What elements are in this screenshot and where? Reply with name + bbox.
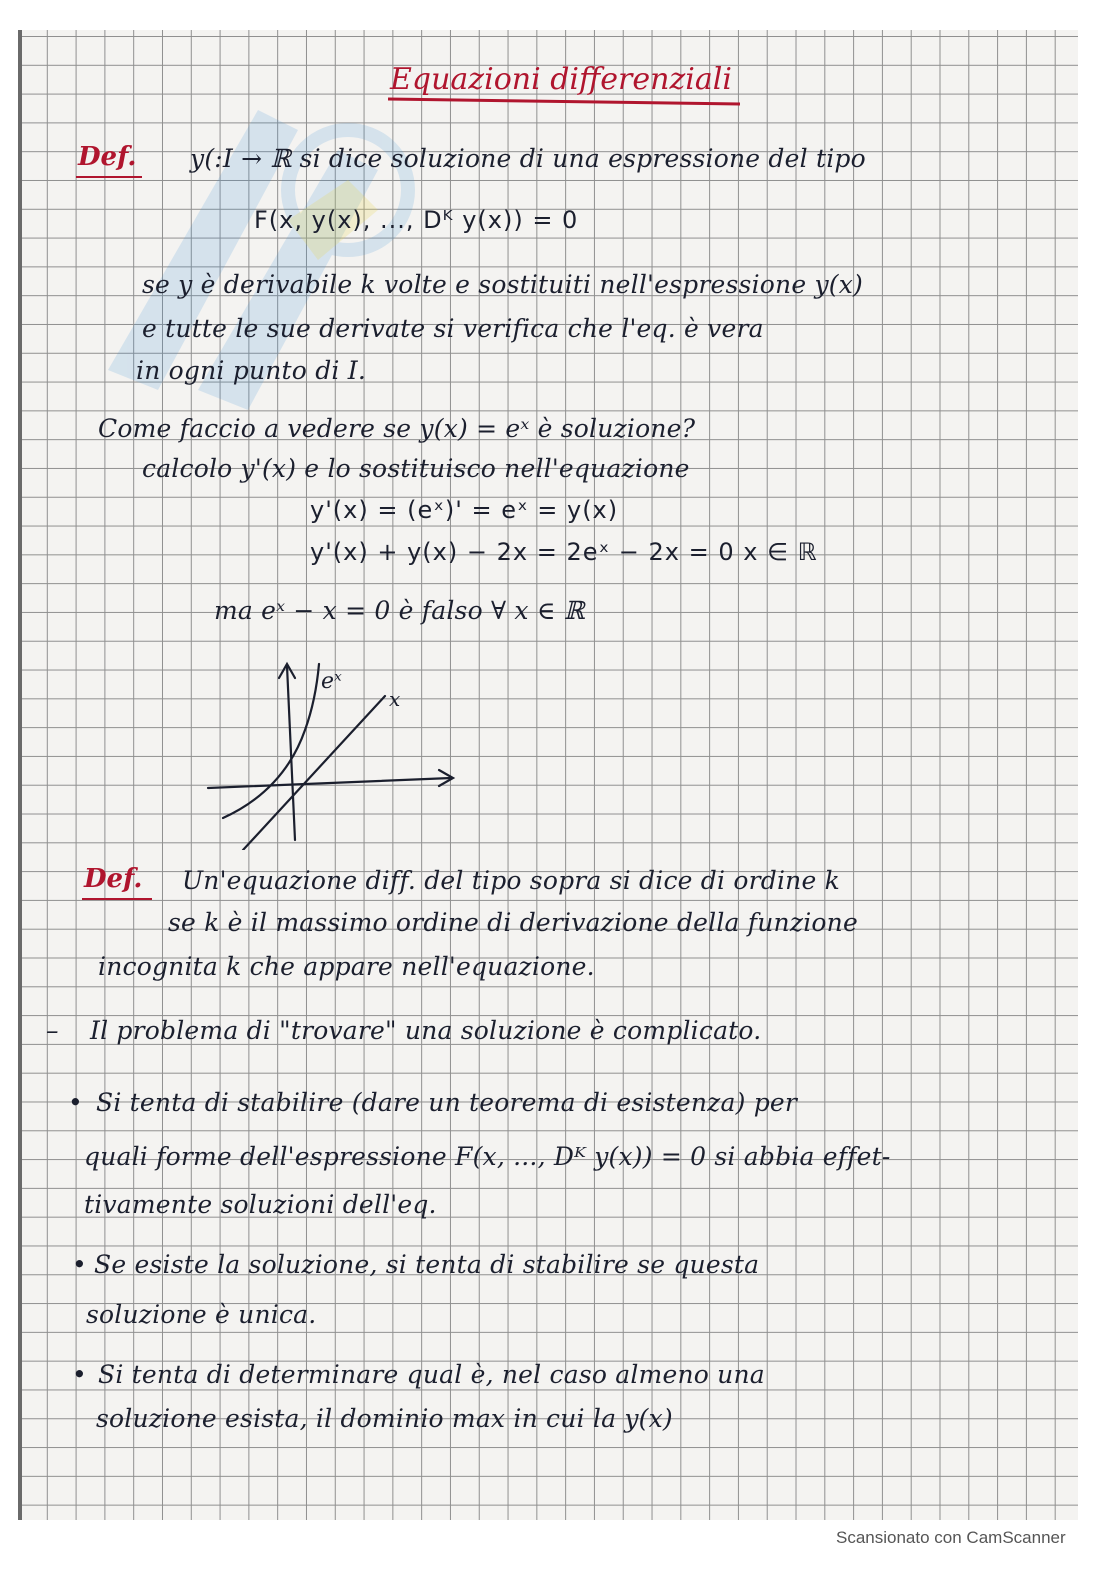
def2-text-line: se k è il massimo ordine di derivazione della funzione bbox=[168, 908, 858, 937]
bullet-marker: – bbox=[46, 1016, 59, 1045]
bullet-text-line: soluzione esista, il dominio max in cui la y(x) bbox=[96, 1404, 673, 1433]
bullet-marker: • bbox=[72, 1250, 87, 1279]
def1-text-line: in ogni punto di I. bbox=[136, 356, 366, 385]
page-title: Equazioni differenziali bbox=[390, 62, 732, 97]
def-underline bbox=[76, 176, 142, 178]
example-equation: y'(x) + y(x) − 2x = 2eˣ − 2x = 0 x ∈ ℝ bbox=[310, 538, 818, 566]
page-margin-line bbox=[18, 30, 22, 1520]
exp-curve bbox=[223, 664, 319, 818]
bullet-text-line: Si tenta di stabilire (dare un teorema di esistenza) per bbox=[96, 1088, 798, 1117]
title-underline bbox=[388, 98, 740, 106]
function-sketch bbox=[203, 650, 473, 850]
line-label: x bbox=[389, 687, 401, 711]
example-equation: y'(x) = (eˣ)' = eˣ = y(x) bbox=[310, 496, 619, 524]
line-y-equals-x bbox=[243, 696, 385, 850]
def1-formula: F(x, y(x), ..., Dᴷ y(x)) = 0 bbox=[254, 206, 579, 234]
example-step: calcolo y'(x) e lo sostituisco nell'equazione bbox=[142, 454, 690, 483]
bullet-text-line: quali forme dell'espressione F(x, ..., Dᴷ y(x)) = 0 si abbia effet- bbox=[84, 1142, 891, 1171]
example-conclusion: ma eˣ − x = 0 è falso ∀ x ∈ ℝ bbox=[214, 596, 585, 625]
bullet-text-line: soluzione è unica. bbox=[86, 1300, 317, 1329]
def1-text-line: e tutte le sue derivate si verifica che l'eq. è vera bbox=[142, 314, 764, 343]
bullet-text-line: Il problema di "trovare" una soluzione è complicato. bbox=[90, 1016, 762, 1045]
notebook-page bbox=[18, 30, 1078, 1520]
def-label: Def. bbox=[84, 864, 143, 894]
bullet-marker: • bbox=[68, 1088, 83, 1117]
def2-text-line: Un'equazione diff. del tipo sopra si dice di ordine k bbox=[182, 866, 840, 895]
def1-text-line: y(:I → ℝ si dice soluzione di una espressione del tipo bbox=[190, 144, 866, 173]
bullet-text-line: tivamente soluzioni dell'eq. bbox=[84, 1190, 437, 1219]
def1-text-line: se y è derivabile k volte e sostituiti nell'espressione y(x) bbox=[142, 270, 863, 299]
scanner-footer: Scansionato con CamScanner bbox=[836, 1528, 1066, 1547]
exp-curve-label: eˣ bbox=[321, 669, 342, 694]
bullet-marker: • bbox=[72, 1360, 87, 1389]
bullet-text-line: Si tenta di determinare qual è, nel caso almeno una bbox=[98, 1360, 765, 1389]
x-axis bbox=[208, 778, 451, 788]
bullet-text-line: Se esiste la soluzione, si tenta di stabilire se questa bbox=[94, 1250, 760, 1279]
def-underline bbox=[82, 898, 152, 900]
def2-text-line: incognita k che appare nell'equazione. bbox=[98, 952, 595, 981]
example-question: Come faccio a vedere se y(x) = eˣ è soluzione? bbox=[98, 414, 696, 443]
def-label: Def. bbox=[78, 142, 137, 172]
